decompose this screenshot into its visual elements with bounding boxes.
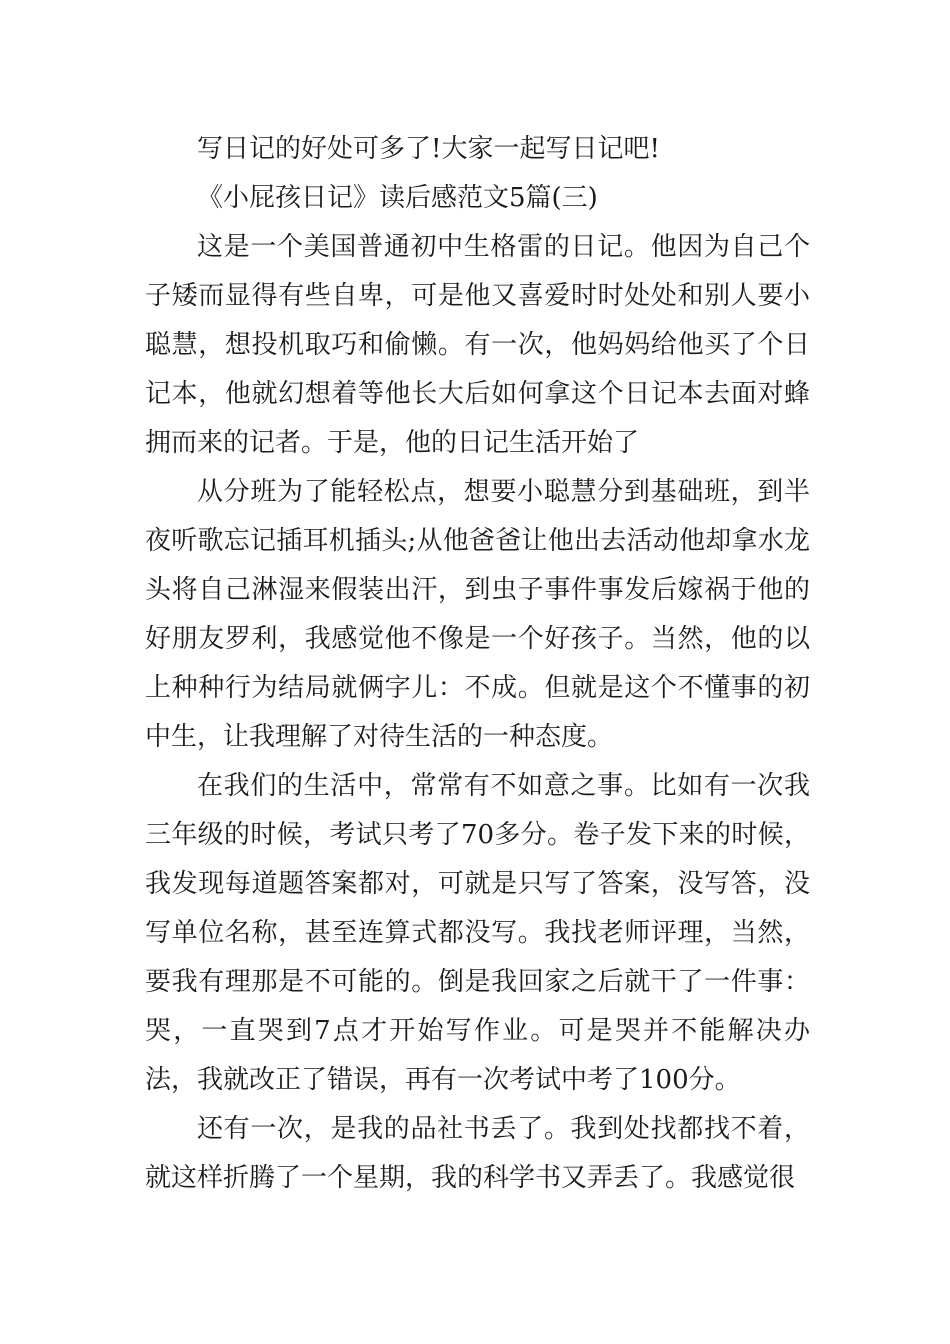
document-body [145, 125, 810, 1203]
paragraph: 在我们的生活中，常常有不如意之事。比如有一次我三年级的时候，考试只考了70多分。卷子发下来的时候，我发现每道题答案都对，可就是只写了答案，没写答，没写单位名称，甚至连算式都没写。我找老师评理，当然，要我有理那是不可能的。倒是我回家之后就干了一件事：哭，一直哭到7点才开始写作业。可是哭并不能解决办法，我就改正了错误，再有一次考试中考了100分。 [145, 771, 810, 1095]
paragraph: 这是一个美国普通初中生格雷的日记。他因为自己个子矮而显得有些自卑，可是他又喜爱时时处处和别人要小聪慧，想投机取巧和偷懒。有一次，他妈妈给他买了个日记本，他就幻想着等他长大后如何拿这个日记本去面对蜂拥而来的记者。于是，他的日记生活开始了 [145, 232, 810, 458]
paragraph: 还有一次，是我的品社书丢了。我到处找都找不着，就这样折腾了一个星期，我的科学书又弄丢了。我感觉很 [145, 1114, 810, 1193]
section-heading: 《小屁孩日记》读后感范文5篇(三) [197, 183, 598, 213]
paragraph: 从分班为了能轻松点，想要小聪慧分到基础班，到半夜听歌忘记插耳机插头;从他爸爸让他出去活动他却拿水龙头将自己淋湿来假装出汗，到虫子事件事发后嫁祸于他的好朋友罗利，我感觉他不像是一个好孩子。当然，他的以上种种行为结局就俩字儿：不成。但就是这个不懂事的初中生，让我理解了对待生活的一种态度。 [145, 477, 810, 752]
paragraph-closing-line: 写日记的好处可多了!大家一起写日记吧! [197, 134, 660, 164]
